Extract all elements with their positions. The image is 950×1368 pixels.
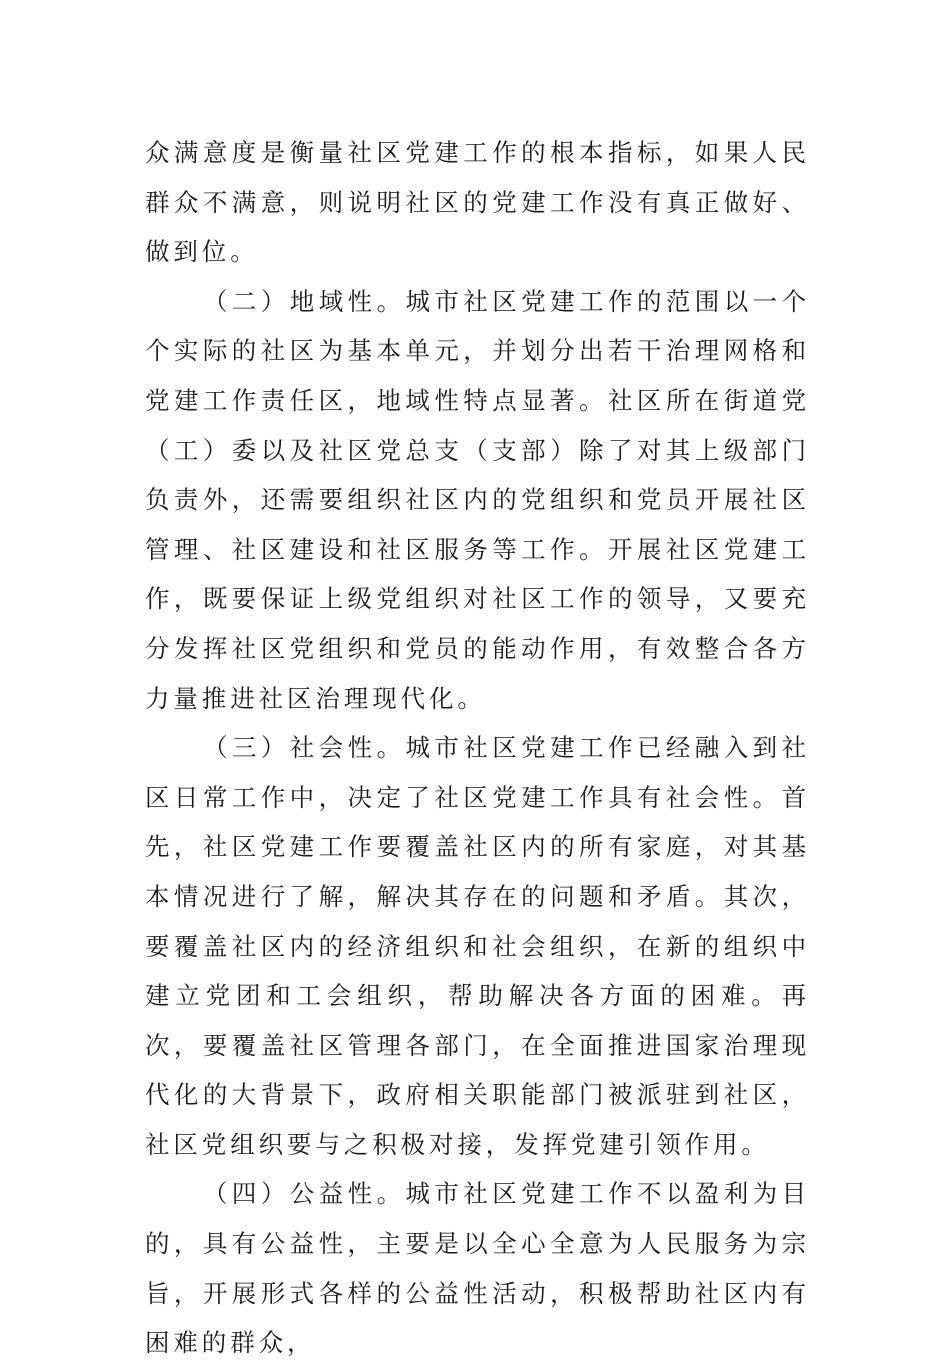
paragraph-public-welfare-nature: （四）公益性。城市社区党建工作不以盈利为目的，具有公益性，主要是以全心全意为人民服务为宗旨，开展形式各样的公益性活动，积极帮助社区内有困难的群众，: [145, 1179, 810, 1358]
document-body: [145, 128, 810, 1368]
paragraph-social-nature: （三）社会性。城市社区党建工作已经融入到社区日常工作中，决定了社区党建工作具有社会性。首先，社区党建工作要覆盖社区内的所有家庭，对其基本情况进行了解，解决其存在的问题和矛盾。其次，要覆盖社区内的经济组织和社会组织，在新的组织中建立党团和工会组织，帮助解决各方面的困难。再次，要覆盖社区管理各部门，在全面推进国家治理现代化的大背景下，政府相关职能部门被派驻到社区，社区党组织要与之积极对接，发挥党建引领作用。: [145, 733, 810, 1159]
paragraph-regional-nature: （二）地域性。城市社区党建工作的范围以一个个实际的社区为基本单元，并划分出若干治理网格和党建工作责任区，地域性特点显著。社区所在街道党（工）委以及社区党总支（支部）除了对其上级部门负责外，还需要组织社区内的党组织和党员开展社区管理、社区建设和社区服务等工作。开展社区党建工作，既要保证上级党组织对社区工作的领导，又要充分发挥社区党组织和党员的能动作用，有效整合各方力量推进社区治理现代化。: [145, 286, 810, 713]
paragraph-satisfaction-conclusion: 众满意度是衡量社区党建工作的根本指标，如果人民群众不满意，则说明社区的党建工作没有真正做好、做到位。: [145, 138, 810, 267]
